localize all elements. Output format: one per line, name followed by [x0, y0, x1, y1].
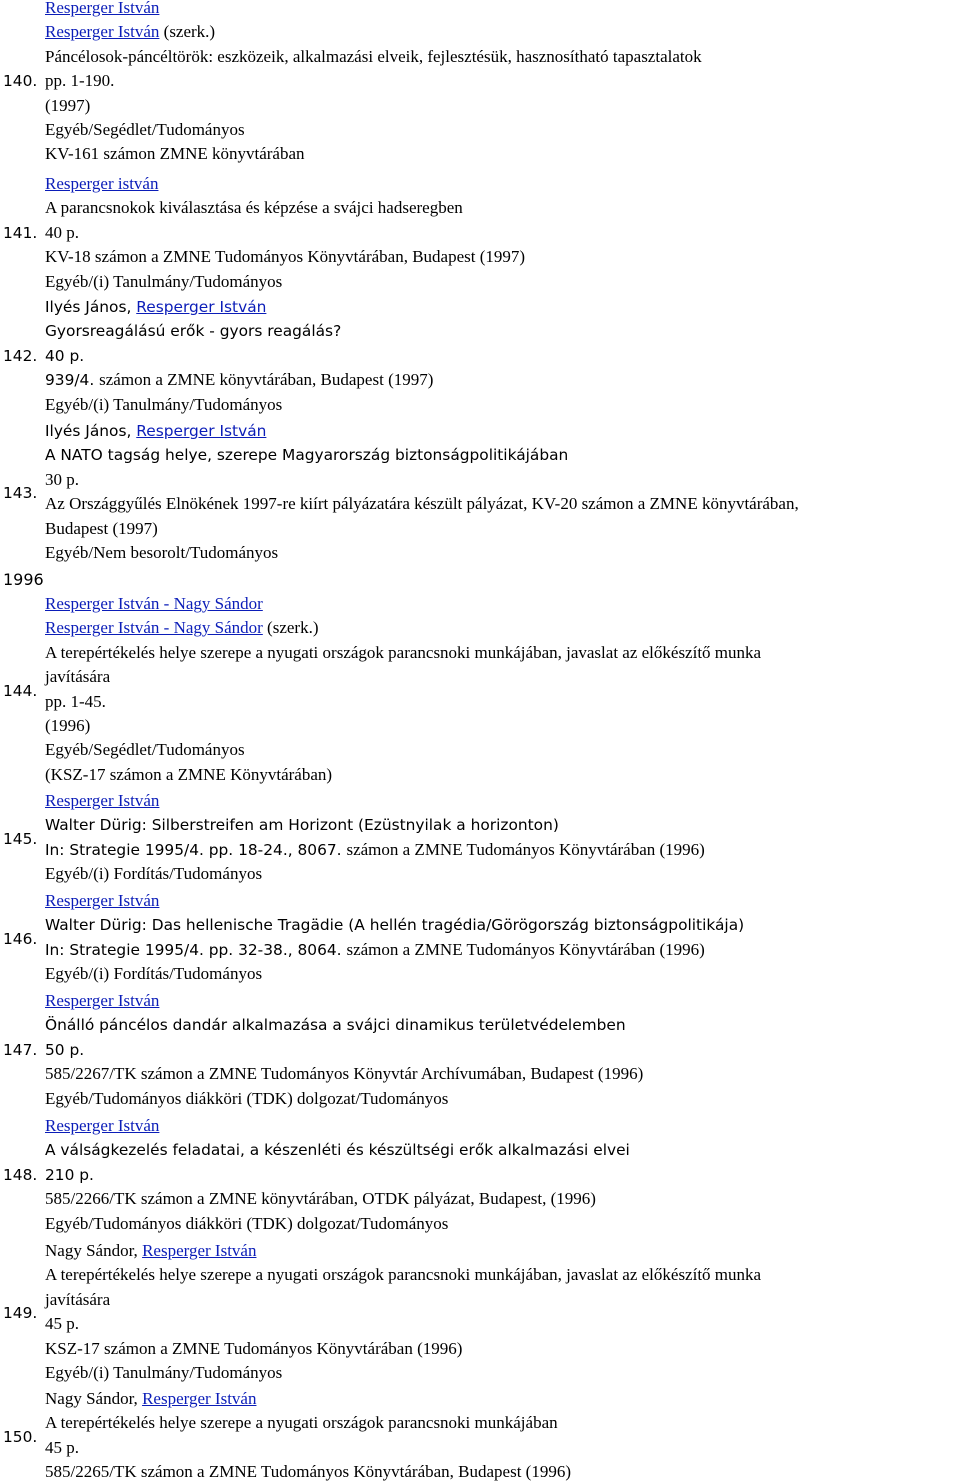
entry-line	[45, 517, 158, 541]
entry-text: Egyéb/Segédlet/Tudományos	[45, 740, 245, 760]
entry-text: pp. 1-45.	[45, 691, 106, 711]
entry-text: KV-18 számon a ZMNE Tudományos Könyvtárában, Budapest (1997)	[45, 247, 526, 267]
entry-line	[45, 862, 262, 886]
entry-line	[45, 1263, 761, 1287]
entry-line	[45, 913, 744, 937]
entry-line	[45, 1013, 626, 1037]
entry-text: javítására	[45, 1289, 111, 1309]
entry-line	[45, 1337, 462, 1361]
entry-text: Nagy Sándor,	[45, 1389, 143, 1408]
entry-text: 585/2266/TK számon a ZMNE könyvtárában, OTDK pályázat, Budapest, (1996)	[45, 1189, 596, 1209]
entry-text: Nagy Sándor,	[45, 1241, 143, 1260]
entry-text: A terepértékelés helye szerepe a nyugati országok parancsnoki munkájában, javaslat az előkészítő munka	[45, 642, 762, 662]
entry-text: Ilyés János,	[45, 298, 137, 316]
entry-line	[45, 1038, 84, 1062]
entry-line	[45, 1114, 159, 1138]
entry-line	[45, 592, 263, 616]
entry-text: 45 p.	[45, 1314, 79, 1334]
entry-text: Egyéb/(i) Tanulmány/Tudományos	[45, 394, 283, 414]
entry-line	[45, 45, 702, 69]
entry-number: 149.	[3, 1304, 38, 1323]
author-link[interactable]: Resperger István	[142, 1241, 257, 1260]
entry-line	[45, 245, 525, 269]
entry-line	[45, 1163, 94, 1187]
author-link[interactable]: Resperger istván	[45, 174, 159, 193]
entry-line	[45, 393, 282, 417]
entry-text: számon a ZMNE Tudományos Könyvtárában (1996)	[346, 939, 705, 959]
entry-text: (szerk.)	[159, 22, 216, 42]
entry-text: 40 p.	[45, 346, 85, 365]
entry-text: 30 p.	[45, 469, 79, 489]
entry-line	[45, 1436, 79, 1460]
entry-line	[45, 1212, 448, 1236]
author-link[interactable]: Resperger István - Nagy Sándor	[45, 618, 263, 638]
entry-text: In: Strategie 1995/4. pp. 18-24., 8067.	[45, 840, 347, 859]
entry-line	[45, 419, 266, 443]
entry-text: (KSZ-17 számon a ZMNE Könyvtárában)	[45, 764, 333, 784]
entry-text: A terepértékelés helye szerepe a nyugati országok parancsnoki munkájában	[45, 1413, 558, 1433]
entry-number: 150.	[3, 1427, 38, 1446]
entry-line	[45, 94, 90, 118]
entry-text: In: Strategie 1995/4. pp. 32-38., 8064.	[45, 940, 347, 959]
entry-line	[45, 1087, 448, 1111]
entry-text: Egyéb/Nem besorolt/Tudományos	[45, 543, 279, 562]
entry-line	[45, 1239, 256, 1263]
entry-line	[45, 368, 433, 392]
entry-line	[45, 1288, 110, 1312]
entry-text: 939/4.	[45, 371, 100, 390]
entry-text: A terepértékelés helye szerepe a nyugati országok parancsnoki munkájában, javaslat az előkészítő munka	[45, 1265, 762, 1285]
entry-number: 141.	[3, 223, 38, 242]
entry-number: 148.	[3, 1165, 38, 1184]
entry-line	[45, 1460, 571, 1484]
entry-line	[45, 1387, 256, 1411]
entry-line	[45, 295, 266, 319]
entry-text: Egyéb/(i) Fordítás/Tudományos	[45, 864, 263, 884]
entry-text: Egyéb/Tudományos diákköri (TDK) dolgozat/Tudományos	[45, 1088, 449, 1108]
entry-text: 40 p.	[45, 222, 79, 242]
entry-line	[45, 270, 282, 294]
entry-text: Budapest (1997)	[45, 518, 158, 538]
entry-text: Gyorsreagálású erők - gyors reagálás?	[45, 322, 342, 341]
entry-text: A NATO tagság helye, szerepe Magyarország biztonságpolitikájában	[45, 446, 569, 465]
entry-text: 210 p.	[45, 1165, 94, 1184]
entry-line	[45, 541, 278, 565]
entry-text: számon a ZMNE könyvtárában, Budapest (1997)	[99, 370, 434, 390]
entry-number: 143.	[3, 484, 38, 503]
entry-line	[45, 714, 90, 738]
entry-line	[45, 1138, 630, 1162]
year-heading: 1996	[3, 570, 44, 589]
entry-text: Walter Dürig: Silberstreifen am Horizont (Ezüstnyilak a horizonton)	[45, 816, 559, 835]
author-link[interactable]: Resperger István	[45, 791, 160, 810]
entry-line	[45, 1411, 558, 1435]
entry-text: Az Országgyűlés Elnökének 1997-re kiírt pályázatára készült pályázat, KV-20 számon a ZMNE könyvtárában,	[45, 494, 799, 514]
author-link[interactable]: Resperger István	[45, 891, 160, 910]
entry-line	[45, 172, 158, 196]
entry-line	[45, 142, 305, 166]
entry-text: számon a ZMNE Tudományos Könyvtárában (1996)	[346, 839, 705, 859]
author-link[interactable]: Resperger István	[136, 298, 267, 316]
entry-line	[45, 196, 463, 220]
entry-line	[45, 118, 245, 142]
entry-line	[45, 641, 761, 665]
entry-text: A parancsnokok kiválasztása és képzése a svájci hadseregben	[45, 198, 463, 218]
entry-line	[45, 1312, 79, 1336]
author-link[interactable]: Resperger István	[45, 0, 160, 17]
author-link[interactable]: Resperger István	[142, 1389, 257, 1408]
entry-line	[45, 989, 159, 1013]
entry-number: 146.	[3, 929, 38, 948]
entry-line	[45, 938, 705, 962]
entry-line	[45, 344, 84, 368]
entry-text: KSZ-17 számon a ZMNE Tudományos Könyvtárában (1996)	[45, 1338, 463, 1358]
entry-number: 142.	[3, 346, 38, 365]
author-link[interactable]: Resperger István	[136, 422, 267, 440]
author-link[interactable]: Resperger István - Nagy Sándor	[45, 594, 263, 613]
entry-text: A válságkezelés feladatai, a készenléti és készültségi erők alkalmazási elvei	[45, 1141, 630, 1160]
entry-line	[45, 1062, 643, 1086]
entry-line	[45, 0, 159, 20]
entry-line	[45, 20, 215, 44]
author-link[interactable]: Resperger István	[45, 22, 160, 42]
entry-text: 585/2265/TK számon a ZMNE Tudományos Könyvtárában, Budapest (1996)	[45, 1462, 571, 1482]
entry-number: 144.	[3, 681, 38, 700]
entry-text: 45 p.	[45, 1437, 79, 1457]
entry-line	[45, 319, 341, 343]
entry-line	[45, 1187, 596, 1211]
entry-number: 147.	[3, 1040, 38, 1059]
entry-line	[45, 1361, 282, 1385]
entry-text: pp. 1-190.	[45, 71, 115, 91]
entry-line	[45, 665, 110, 689]
entry-text: Ilyés János,	[45, 422, 137, 440]
entry-text: KV-161 számon ZMNE könyvtárában	[45, 144, 305, 164]
entry-line	[45, 838, 705, 862]
entry-text: 50 p.	[45, 1040, 85, 1059]
entry-text: 585/2267/TK számon a ZMNE Tudományos Könyvtár Archívumában, Budapest (1996)	[45, 1064, 644, 1084]
entry-line	[45, 763, 332, 787]
entry-text: Egyéb/Segédlet/Tudományos	[45, 120, 245, 139]
entry-line	[45, 443, 568, 467]
entry-text: javítására	[45, 667, 111, 687]
author-link[interactable]: Resperger István	[45, 1116, 160, 1135]
entry-number: 145.	[3, 829, 38, 848]
entry-text: Walter Dürig: Das hellenische Tragädie (A hellén tragédia/Görögország biztonságpolitikája)	[45, 916, 745, 935]
entry-line	[45, 690, 106, 714]
entry-text: (1997)	[45, 95, 91, 115]
author-link[interactable]: Resperger István	[45, 991, 160, 1010]
entry-line	[45, 221, 79, 245]
entry-line	[45, 813, 559, 837]
entry-number: 140.	[3, 72, 38, 91]
entry-text: Egyéb/(i) Fordítás/Tudományos	[45, 964, 263, 984]
entry-line	[45, 468, 79, 492]
entry-line	[45, 789, 159, 813]
entry-text: Egyéb/Tudományos diákköri (TDK) dolgozat/Tudományos	[45, 1213, 449, 1233]
entry-line	[45, 492, 799, 516]
entry-line	[45, 69, 114, 93]
entry-line	[45, 616, 319, 640]
entry-line	[45, 962, 262, 986]
entry-text: Egyéb/(i) Tanulmány/Tudományos	[45, 271, 283, 291]
entry-text: Egyéb/(i) Tanulmány/Tudományos	[45, 1363, 283, 1382]
entry-text: (1996)	[45, 716, 91, 735]
entry-text: (szerk.)	[262, 618, 319, 638]
entry-line	[45, 889, 159, 913]
entry-line	[45, 738, 245, 762]
entry-text: Páncélosok-páncéltörök: eszközeik, alkalmazási elveik, fejlesztésük, hasznosítható tapasztalatok	[45, 46, 702, 66]
entry-text: Önálló páncélos dandár alkalmazása a svájci dinamikus területvédelemben	[45, 1016, 626, 1035]
